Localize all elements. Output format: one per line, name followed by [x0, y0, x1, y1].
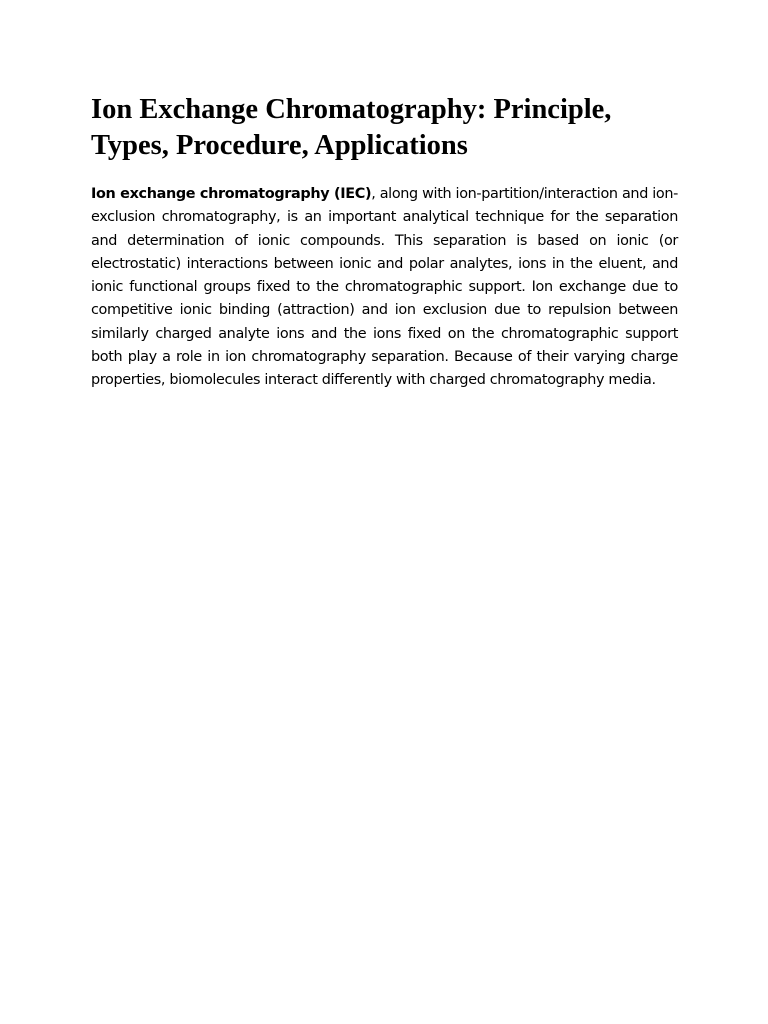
intro-paragraph	[91, 183, 678, 393]
lead-term: Ion exchange chromatography (IEC)	[91, 186, 372, 202]
page-title: Ion Exchange Chromatography: Principle, Types, Procedure, Applications	[91, 94, 612, 161]
document-page	[91, 92, 678, 393]
paragraph-text: , along with ion-partition/interaction and ion-exclusion chromatography, is an important analytical technique for the separation and determination of ionic compounds. This separation is based on ionic (or electrostatic) interactions between ionic and polar analytes, ions in the eluent, and ionic functional groups fixed to the chromatographic support. Ion exchange due to competitive ionic binding (attraction) and ion exclusion due to repulsion between similarly charged analyte ions and the ions fixed on the chromatographic support both play a role in ion chromatography separation. Because of their varying charge properties, biomolecules interact differently with charged chromatography media.	[91, 186, 679, 389]
